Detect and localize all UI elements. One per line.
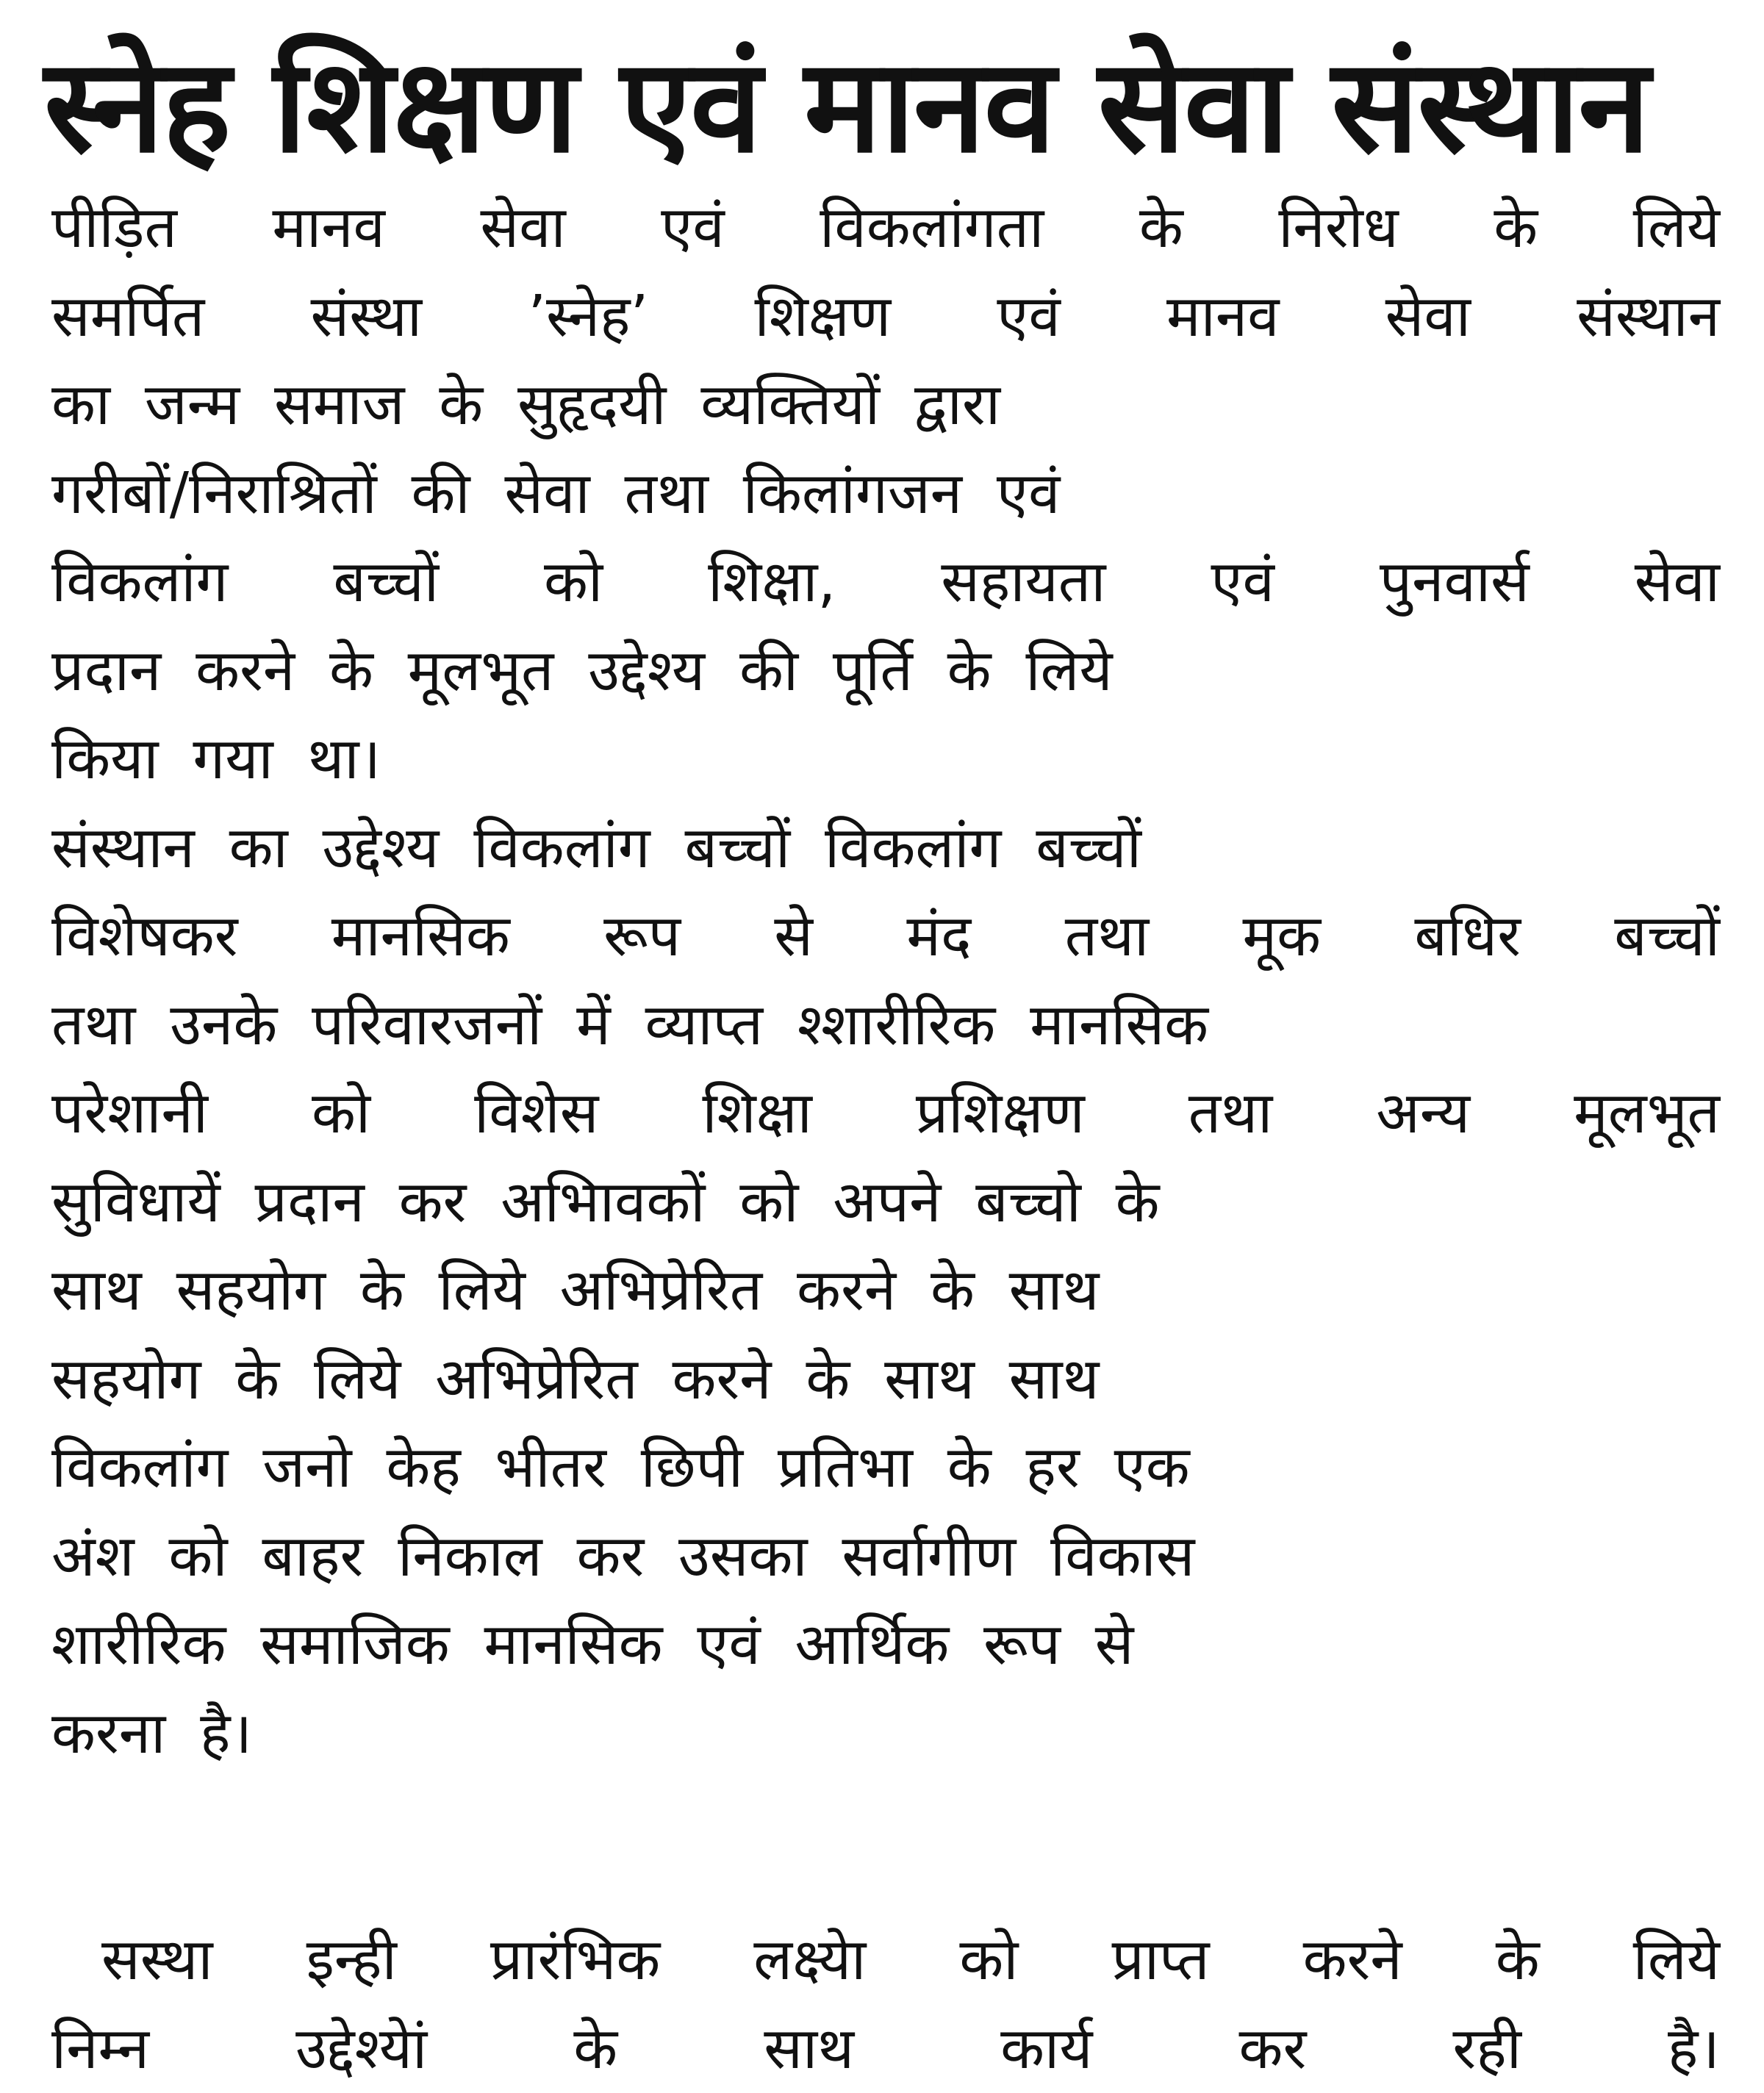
- text-line: पीड़ित मानव सेवा एवं विकलांगता के निरोध के लिये: [51, 184, 1720, 273]
- text-line: विशेषकर मानसिक रूप से मंद तथा मूक बधिर बच्चों: [51, 892, 1720, 981]
- text-line: करना है।: [51, 1690, 1720, 1778]
- text-line: तथा उनके परिवारजनों में व्याप्त श्शारीरिक मानसिक: [51, 981, 1720, 1070]
- text-line: का जन्म समाज के सुहृदयी व्यक्तियों द्वारा: [51, 361, 1720, 450]
- text-line: प्रदान करने के मूलभूत उद्देश्य की पूर्ति के लिये: [51, 627, 1720, 716]
- text-line: विकलांग बच्चों को शिक्षा, सहायता एवं पुनवार्स सेवा: [51, 538, 1720, 627]
- text-line: साथ सहयोग के लिये अभिप्रेरित करने के साथ: [51, 1246, 1720, 1335]
- text-line: सस्था इन्ही प्रारंभिक लक्ष्येा को प्राप्त करने के लिये: [51, 1916, 1720, 2005]
- text-line: विकलांग जनो केह भीतर छिपी प्रतिभा के हर एक: [51, 1424, 1720, 1512]
- text-line: समर्पित संस्था ’स्नेह’ शिक्षण एवं मानव सेवा संस्थान: [51, 273, 1720, 362]
- text-line: सहयोग के लिये अभिप्रेरित करने के साथ साथ: [51, 1335, 1720, 1424]
- paragraph-2: [51, 804, 1720, 1778]
- text-line: संस्थान का उद्देश्य विकलांग बच्चों विकलांग बच्चों: [51, 804, 1720, 893]
- paragraph-3: [51, 1916, 1720, 2093]
- paragraph-1: [51, 184, 1720, 804]
- text-line: अंश को बाहर निकाल कर उसका सर्वागीण विकास: [51, 1512, 1720, 1601]
- text-line: किया गया था।: [51, 715, 1720, 804]
- text-line: शारीरिक समाजिक मानसिक एवं आर्थिक रूप से: [51, 1601, 1720, 1690]
- text-line: सुविधायें प्रदान कर अभिावकों को अपने बच्चो के: [51, 1158, 1720, 1247]
- document-title: स्नेह शिक्षण एवं मानव सेवा संस्थान: [44, 29, 1735, 184]
- text-line: निम्न उद्देश्येां के साथ कार्य कर रही है।: [51, 2005, 1720, 2093]
- paragraph-gap: [51, 1778, 1720, 1916]
- text-line: परेशानी को विशेस शिक्षा प्रशिक्षण तथा अन्य मूलभूत: [51, 1069, 1720, 1158]
- text-line: गरीबों/निराश्रितों की सेवा तथा किलांगजन एवं: [51, 450, 1720, 539]
- document-body: [51, 184, 1720, 2093]
